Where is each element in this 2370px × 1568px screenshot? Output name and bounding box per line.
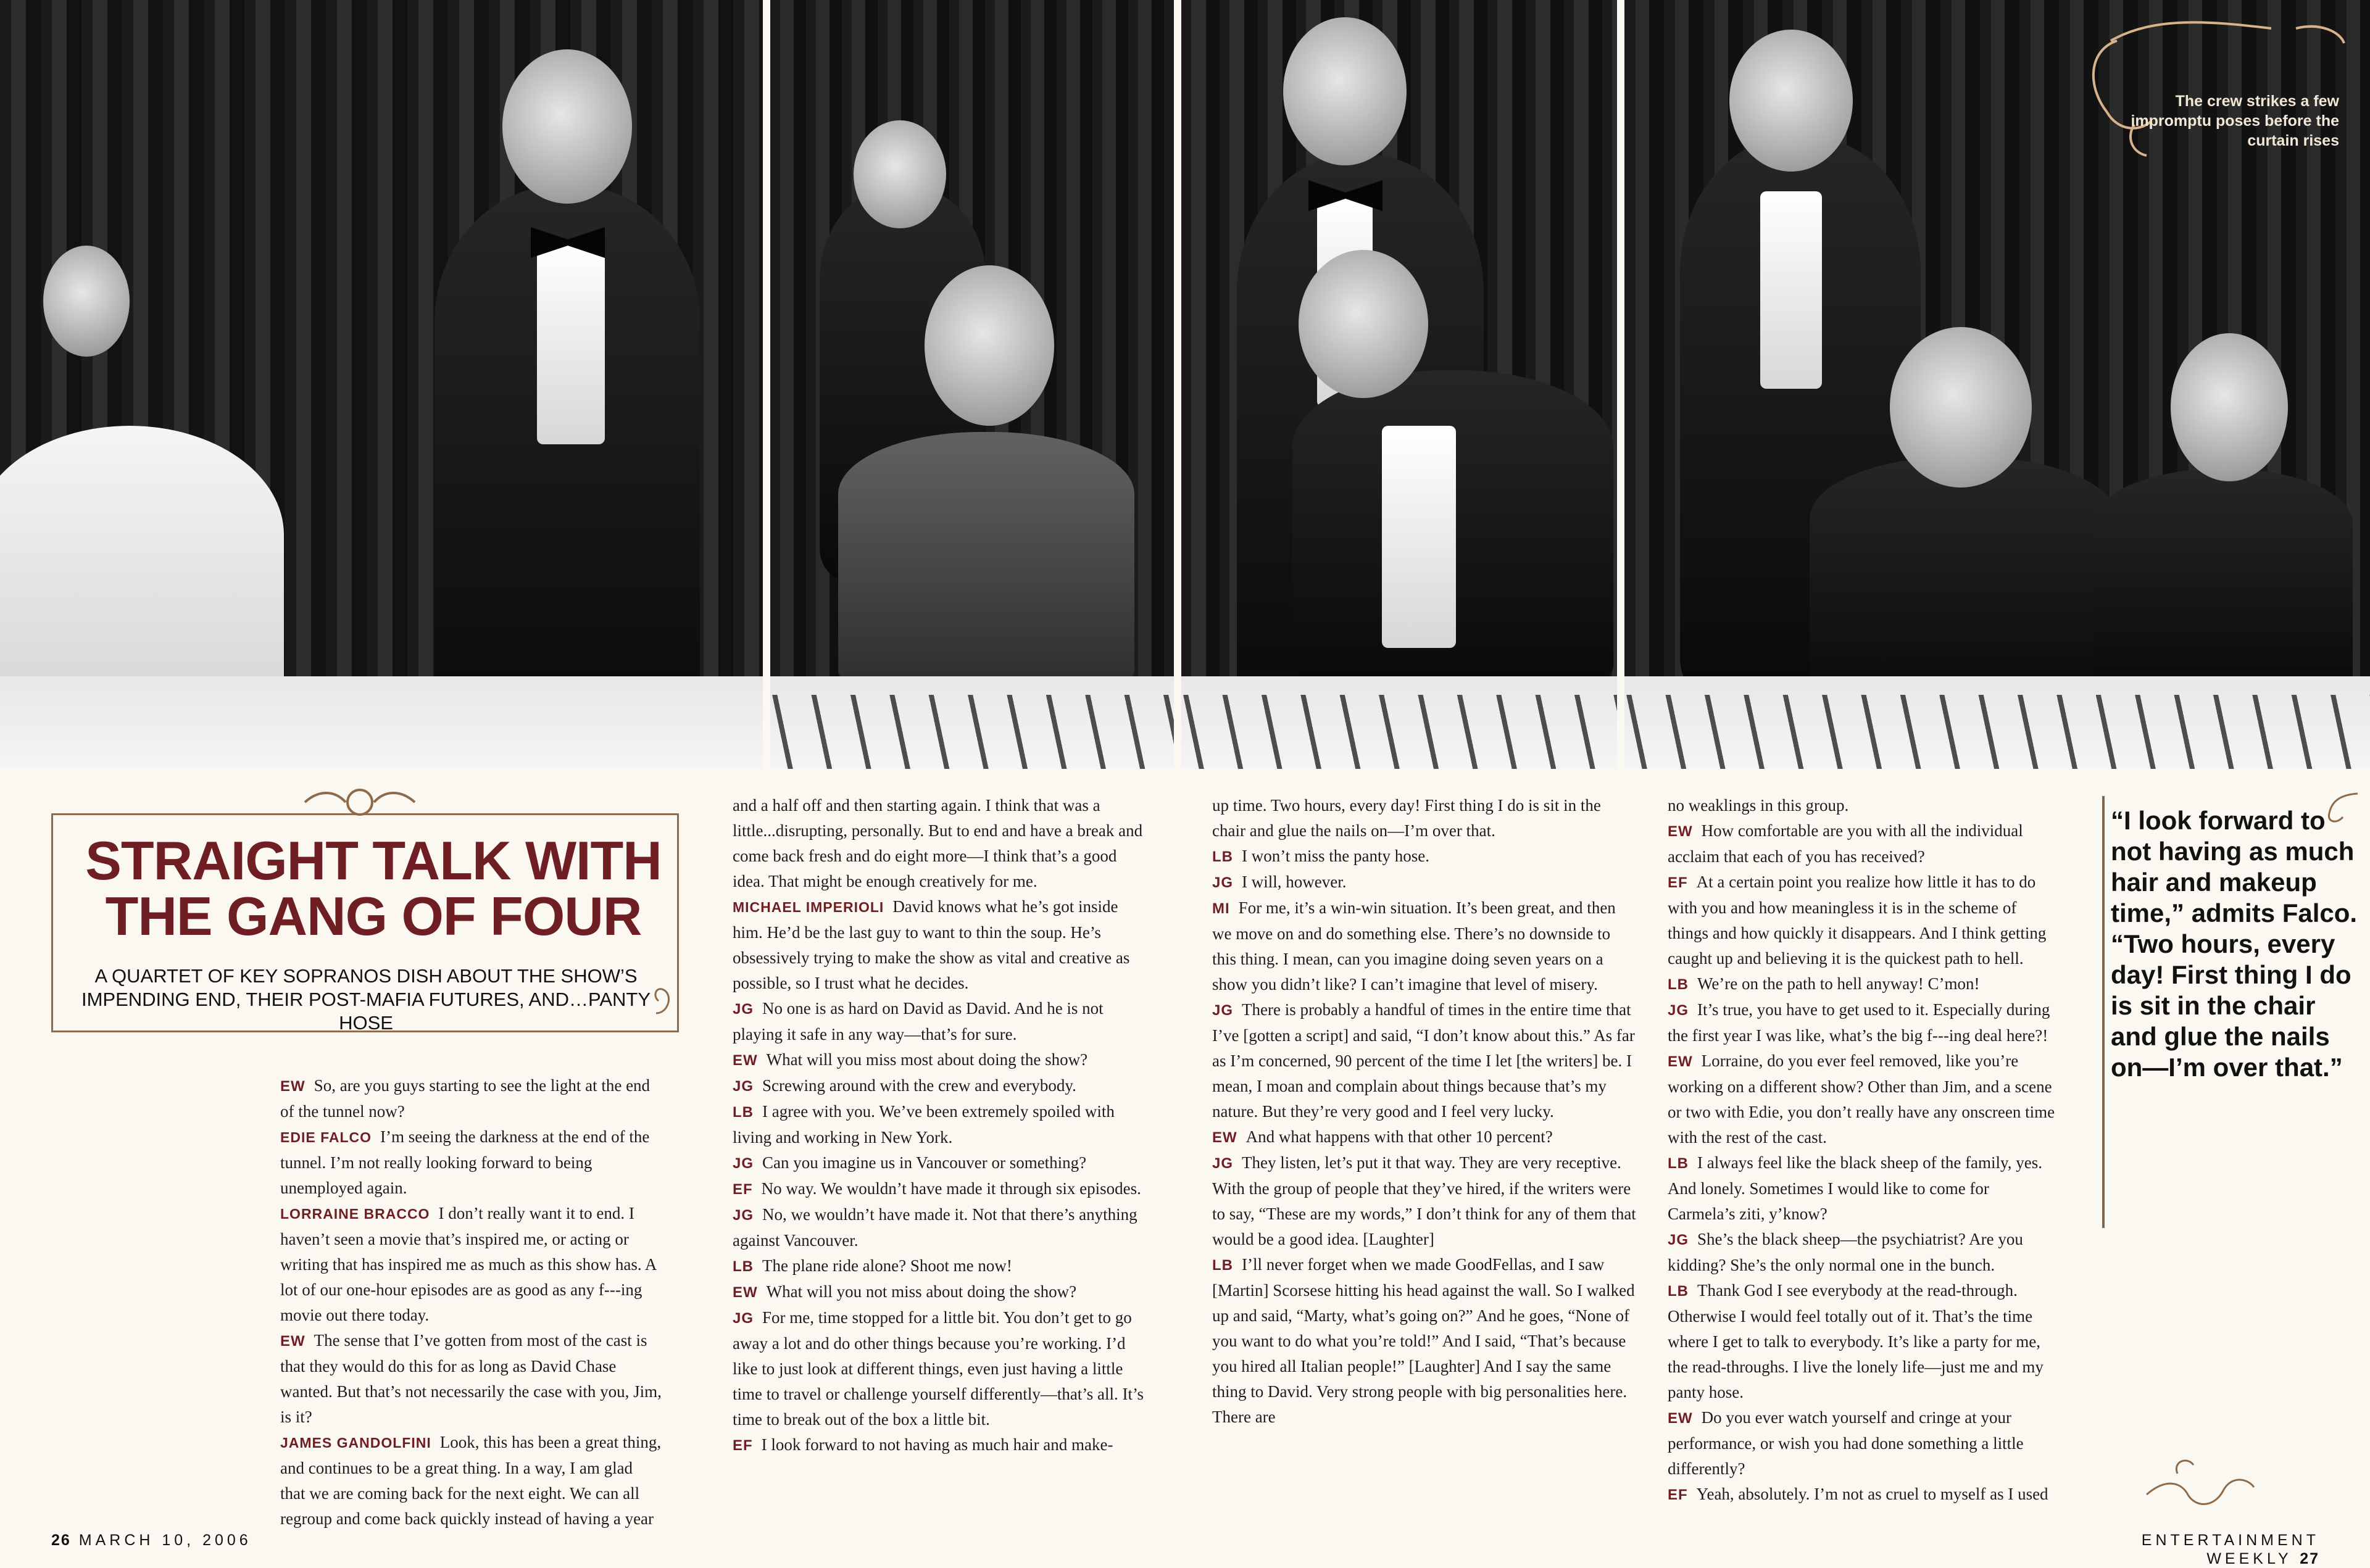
seated-woman [2094, 469, 2353, 697]
photo-panel-3 [1181, 0, 1617, 769]
paragraph [1668, 1227, 2058, 1278]
speaker-label: JG [1212, 1155, 1234, 1172]
paragraph [1668, 1150, 2058, 1227]
paragraph-text: How comfortable are you with all the individual acclaim that each of you has received? [1668, 821, 2023, 866]
speaker-label: LB [1212, 1257, 1233, 1274]
speaker-label: JG [1212, 874, 1234, 891]
speaker-label: JAMES GANDOLFINI [280, 1435, 431, 1451]
speaker-label: EW [1668, 1410, 1693, 1427]
speaker-label: EF [1668, 1487, 1688, 1503]
paragraph [1668, 971, 2058, 997]
paragraph-text: What will you not miss about doing the show? [766, 1282, 1077, 1301]
standing-face [1283, 17, 1407, 165]
paragraph [1668, 818, 2058, 869]
paragraph-text: The sense that I’ve gotten from most of the cast is that they would do this for as long as David Chase wanted. But that’s not necessarily the case with you, Jim, is it? [280, 1331, 662, 1426]
paragraph [280, 1201, 662, 1328]
article-column-1 [280, 1073, 662, 1532]
speaker-label: EW [1668, 1053, 1693, 1070]
paragraph [1668, 1048, 2058, 1150]
tuxedo-shirt [537, 241, 605, 444]
paragraph-text: The plane ride alone? Shoot me now! [762, 1256, 1012, 1275]
seated-shirt [1382, 426, 1456, 648]
paragraph [733, 1432, 1152, 1458]
speaker-label: EDIE FALCO [280, 1129, 372, 1145]
paragraph-text: She’s the black sheep—the psychiatrist? Are you kidding? She’s the only normal one in the bunch. [1668, 1230, 2023, 1274]
headline-ornament [301, 784, 418, 821]
paragraph [1212, 1252, 1636, 1430]
paragraph-text: Do you ever watch yourself and cringe at your performance, or wish you had done something a little differently? [1668, 1408, 2024, 1478]
photo-panel-2 [770, 0, 1174, 769]
paragraph-text: I will, however. [1242, 873, 1347, 891]
seated-woman-face [2171, 333, 2288, 481]
magazine-name: ENTERTAINMENT WEEKLY [2141, 1532, 2319, 1567]
paragraph [733, 1073, 1152, 1099]
paragraph-text: It’s true, you have to get used to it. Especially during the first year I was like, what’s the big f---ing deal here?! [1668, 1000, 2050, 1045]
paragraph-text: David knows what he’s got inside him. He’d be the last guy to want to thin the soup. He’s obsessively trying to make the show as vital and creative as possible, so I trust what he decides. [733, 897, 1130, 992]
foreground-plants-2 [770, 695, 1174, 769]
photo-divider-2 [1174, 0, 1181, 769]
left-page-number: 26 [51, 1532, 71, 1549]
paragraph [1212, 793, 1636, 844]
paragraph-text: and a half off and then starting again. I think that was a little...disrupting, personally. But to end and have a break and come back fresh and do eight more—I think that’s a good idea. That might be enough creatively for me. [733, 796, 1143, 890]
speaker-label: JG [733, 1001, 754, 1018]
paragraph [280, 1124, 662, 1201]
paragraph-text: Can you imagine us in Vancouver or something? [762, 1153, 1087, 1172]
paragraph [1212, 997, 1636, 1124]
gown-figure [838, 432, 1134, 691]
seated-face [1299, 250, 1428, 398]
speaker-label: EW [733, 1052, 758, 1069]
paragraph [733, 1305, 1152, 1432]
paragraph-text: Screwing around with the crew and everybody. [762, 1076, 1076, 1095]
paragraph-text: Lorraine, do you ever feel removed, like you’re working on a different show? Other than Jim, and a scene or two with Edie, you don’t really have any onscreen time with the rest of the cast. [1668, 1052, 2055, 1147]
background-face [854, 120, 946, 228]
paragraph-text: no weaklings in this group. [1668, 796, 1849, 815]
paragraph-text: Look, this has been a great thing, and continues to be a great thing. In a way, I am glad that we are coming back for the next eight. We can all regroup and come back quickly instead of having a year [280, 1433, 662, 1528]
paragraph-text: So, are you guys starting to see the light at the end of the tunnel now? [280, 1076, 651, 1121]
pullquote-ornament-bottom [2142, 1450, 2259, 1512]
paragraph-text: I look forward to not having as much hair and make- [761, 1435, 1113, 1454]
foreground-plants-3 [1181, 695, 1617, 769]
background-standing-shirt [1760, 191, 1822, 389]
paragraph [733, 793, 1152, 894]
paragraph [733, 894, 1152, 996]
article-subtitle: A QUARTET OF KEY SOPRANOS DISH ABOUT THE SHOW’S IMPENDING END, THEIR POST-MAFIA FUTURES, AND…PANTY HOSE [81, 965, 651, 1034]
speaker-label: EW [733, 1284, 758, 1301]
paragraph-text: At a certain point you realize how little it has to do with you and how meaningless it is in the scheme of things and how quickly it disappears. And I think getting caught up and believing it is the quickest path to hell. [1668, 873, 2047, 968]
tuxedo-face [502, 49, 632, 204]
paragraph [1212, 895, 1636, 997]
speaker-label: EW [1212, 1129, 1237, 1146]
paragraph-text: I don’t really want it to end. I haven’t seen a movie that’s inspired me, or acting or writing that has inspired me as much as this show has. A lot of our one-hour episodes are as good as any f---ing movie out there today. [280, 1204, 656, 1324]
paragraph [733, 1099, 1152, 1150]
foreground-plants-4 [1624, 695, 2370, 769]
paragraph-text: They listen, let’s put it that way. They are very receptive. With the group of people that they’ve hired, if the writers were to say, “These are my words,” I don’t think for any of them that would be a good idea. [Laughter] [1212, 1153, 1636, 1248]
paragraph [1668, 869, 2058, 971]
paragraph [1668, 997, 2058, 1048]
paragraph [280, 1073, 662, 1124]
paragraph-text: I’m seeing the darkness at the end of the tunnel. I’m not really looking forward to being unemployed again. [280, 1127, 650, 1197]
opera-glasses-face [1890, 327, 2032, 487]
paragraph [1212, 1150, 1636, 1252]
speaker-label: JG [733, 1310, 754, 1327]
paragraph-text: I’ll never forget when we made GoodFellas, and I saw [Martin] Scorsese hitting his head against the wall. So I walked up and said, “Marty, what’s going on?” And he goes, “None of you want to do what you’re told!” And I said, “That’s because you hired all Italian people!” [Laughter] And I say the same thing to David. Very strong people with big personalities here. There are [1212, 1255, 1635, 1426]
speaker-label: EW [280, 1078, 306, 1095]
speaker-label: LB [1668, 1155, 1689, 1172]
speaker-label: LORRAINE BRACCO [280, 1206, 430, 1222]
speaker-label: LB [1668, 976, 1689, 993]
photo-strip [0, 0, 2370, 769]
paragraph [1212, 869, 1636, 895]
speaker-label: MICHAEL IMPERIOLI [733, 899, 884, 915]
pullquote-rule [2102, 796, 2105, 1228]
speaker-label: EW [280, 1333, 306, 1350]
speaker-label: MI [1212, 900, 1230, 917]
photo-caption: The crew strikes a few impromptu poses before the curtain rises [2131, 93, 2339, 149]
paragraph [733, 1279, 1152, 1305]
background-standing-face [1729, 30, 1853, 172]
paragraph-text: For me, it’s a win-win situation. It’s been great, and then we move on and do something else. There’s no downside to this thing. I mean, can you imagine doing seven years on a show you didn’t like? I can’t imagine that level of misery. [1212, 898, 1616, 993]
paragraph-text: No, we wouldn’t have made it. Not that there’s anything against Vancouver. [733, 1205, 1137, 1250]
paragraph [1212, 844, 1636, 869]
photo-divider-3 [1617, 0, 1624, 769]
photo-divider-1 [763, 0, 770, 769]
speaker-label: JG [733, 1207, 754, 1224]
paragraph [733, 1176, 1152, 1202]
dancer-face [43, 246, 130, 357]
speaker-label: EF [733, 1437, 753, 1454]
paragraph-text: There is probably a handful of times in the entire time that I’ve [gotten a script] and said, “I don’t know about this.” As far as I’m concerned, 90 percent of the time I let [the writers] be. I mean, I moan and complain about things because that’s my nature. But they’re very good and I feel very lucky. [1212, 1000, 1635, 1121]
speaker-label: JG [733, 1078, 754, 1095]
speaker-label: EF [733, 1181, 753, 1198]
paragraph-text: And what happens with that other 10 percent? [1245, 1127, 1553, 1146]
speaker-label: JG [733, 1155, 754, 1172]
right-folio [2097, 1531, 2319, 1568]
paragraph [1212, 1124, 1636, 1150]
speaker-label: LB [733, 1104, 754, 1121]
paragraph-text: I agree with you. We’ve been extremely spoiled with living and working in New York. [733, 1102, 1115, 1147]
gown-face [925, 265, 1054, 426]
paragraph [1668, 1405, 2058, 1482]
speaker-label: LB [1668, 1283, 1689, 1300]
speaker-label: EW [1668, 823, 1693, 840]
right-page-number: 27 [2300, 1550, 2319, 1567]
paragraph-text: Yeah, absolutely. I’m not as cruel to myself as I used [1696, 1485, 2048, 1503]
article-column-2 [733, 793, 1152, 1458]
speaker-label: JG [1668, 1002, 1689, 1019]
paragraph [1668, 1278, 2058, 1405]
paragraph-text: I always feel like the black sheep of the family, yes. And lonely. Sometimes I would like to come for Carmela’s ziti, y’know? [1668, 1153, 2043, 1223]
paragraph-text: For me, time stopped for a little bit. You don’t get to go away a lot and do other things because you’re working. I’d like to just look at different things, even just having a little time to travel or challenge yourself differently—that’s all. It’s time to break out of the box a little bit. [733, 1308, 1144, 1429]
paragraph-text: Thank God I see everybody at the read-through. Otherwise I would feel totally out of it. That’s the time where I get to talk to everybody. It’s like a party for me, the read-throughs. I live the lonely life—just me and my panty hose. [1668, 1281, 2044, 1401]
paragraph [280, 1430, 662, 1532]
stage-rail-1 [0, 676, 763, 769]
paragraph [733, 1253, 1152, 1279]
paragraph [733, 1202, 1152, 1253]
article-column-4 [1668, 793, 2058, 1508]
paragraph-text: No one is as hard on David as David. And he is not playing it safe in any way—that’s for sure. [733, 999, 1104, 1043]
paragraph [280, 1328, 662, 1430]
left-folio [51, 1531, 252, 1549]
paragraph [733, 1150, 1152, 1176]
speaker-label: JG [1212, 1002, 1234, 1019]
paragraph-text: What will you miss most about doing the show? [766, 1050, 1088, 1069]
speaker-label: JG [1668, 1232, 1689, 1248]
paragraph-text: We’re on the path to hell anyway! C’mon! [1697, 974, 1980, 993]
paragraph [733, 1047, 1152, 1073]
paragraph [733, 996, 1152, 1047]
paragraph [1668, 1482, 2058, 1508]
paragraph-text: I won’t miss the panty hose. [1242, 847, 1429, 865]
speaker-label: LB [733, 1258, 754, 1275]
paragraph-text: up time. Two hours, every day! First thing I do is sit in the chair and glue the nails on—I’m over that. [1212, 796, 1601, 840]
article-title: STRAIGHT TALK WITH THE GANG OF FOUR [85, 830, 662, 947]
article-column-3 [1212, 793, 1636, 1430]
paragraph-text: No way. We wouldn’t have made it through six episodes. [761, 1179, 1141, 1198]
paragraph [1668, 793, 2058, 818]
speaker-label: LB [1212, 848, 1233, 865]
pullquote: “I look forward to not having as much hair and makeup time,” admits Falco. “Two hours, every day! First thing I do is sit in the chair and glue the nails on—I’m over that.” [2111, 806, 2358, 1082]
speaker-label: EF [1668, 874, 1688, 891]
issue-date: MARCH 10, 2006 [78, 1532, 252, 1549]
photo-panel-1 [0, 0, 763, 769]
